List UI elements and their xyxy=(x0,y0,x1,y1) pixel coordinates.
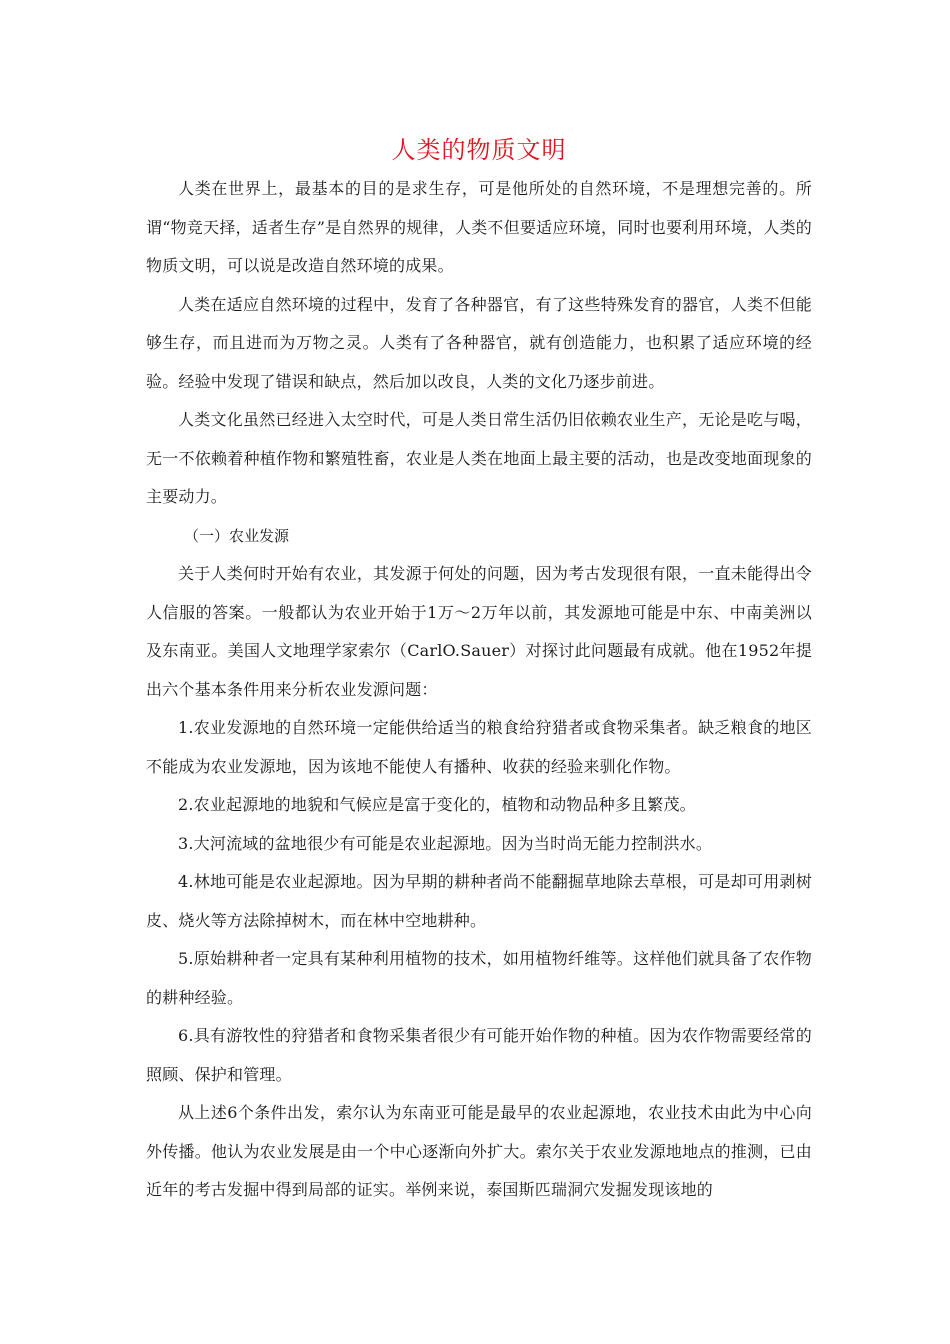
document-title: 人类的物质文明 xyxy=(391,136,567,164)
section-paragraph-intro: 关于人类何时开始有农业，其发源于何处的问题，因为考古发现很有限，一直未能得出令人信服的答案。一般都认为农业开始于1万～2万年以前，其发源地可能是中东、中南美洲以及东南亚。美国人文地理学家索尔（CarlO.Sauer）对探讨此问题最有成就。他在1952年提出六个基本条件用来分析农业发源问题： xyxy=(146,564,812,699)
condition-item-6: 6.具有游牧性的狩猎者和食物采集者很少有可能开始作物的种植。因为农作物需要经常的照顾、保护和管理。 xyxy=(146,1026,812,1084)
condition-item-1: 1.农业发源地的自然环境一定能供给适当的粮食给狩猎者或食物采集者。缺乏粮食的地区不能成为农业发源地，因为该地不能使人有播种、收获的经验来驯化作物。 xyxy=(146,718,812,776)
intro-paragraph-2: 人类在适应自然环境的过程中，发育了各种器官，有了这些特殊发育的器官，人类不但能够生存，而且进而为万物之灵。人类有了各种器官，就有创造能力，也积累了适应环境的经验。经验中发现了错误和缺点，然后加以改良，人类的文化乃逐步前进。 xyxy=(146,294,812,391)
conclusion-paragraph: 从上述6个条件出发，索尔认为东南亚可能是最早的农业起源地，农业技术由此为中心向外传播。他认为农业发展是由一个中心逐渐向外扩大。索尔关于农业发源地地点的推测，已由近年的考古发掘中得到局部的证实。举例来说，泰国斯匹瑞洞穴发掘发现该地的 xyxy=(146,1103,812,1199)
condition-item-3: 3.大河流域的盆地很少有可能是农业起源地。因为当时尚无能力控制洪水。 xyxy=(178,833,713,853)
condition-item-5: 5.原始耕种者一定具有某种利用植物的技术，如用植物纤维等。这样他们就具备了农作物的耕种经验。 xyxy=(146,949,812,1007)
section-heading: （一）农业发源 xyxy=(184,526,290,545)
document-page xyxy=(146,132,812,1210)
intro-paragraph-1: 人类在世界上，最基本的目的是求生存，可是他所处的自然环境，不是理想完善的。所谓“物竞天择，适者生存”是自然界的规律，人类不但要适应环境，同时也要利用环境，人类的物质文明，可以说是改造自然环境的成果。 xyxy=(146,179,812,275)
condition-item-4: 4.林地可能是农业起源地。因为早期的耕种者尚不能翻掘草地除去草根，可是却可用剥树皮、烧火等方法除掉树木，而在林中空地耕种。 xyxy=(146,872,812,930)
intro-paragraph-3: 人类文化虽然已经进入太空时代，可是人类日常生活仍旧依赖农业生产，无论是吃与喝，无一不依赖着种植作物和繁殖牲畜，农业是人类在地面上最主要的活动，也是改变地面现象的主要动力。 xyxy=(146,410,812,506)
condition-item-2: 2.农业起源地的地貌和气候应是富于变化的，植物和动物品种多且繁茂。 xyxy=(178,795,696,814)
